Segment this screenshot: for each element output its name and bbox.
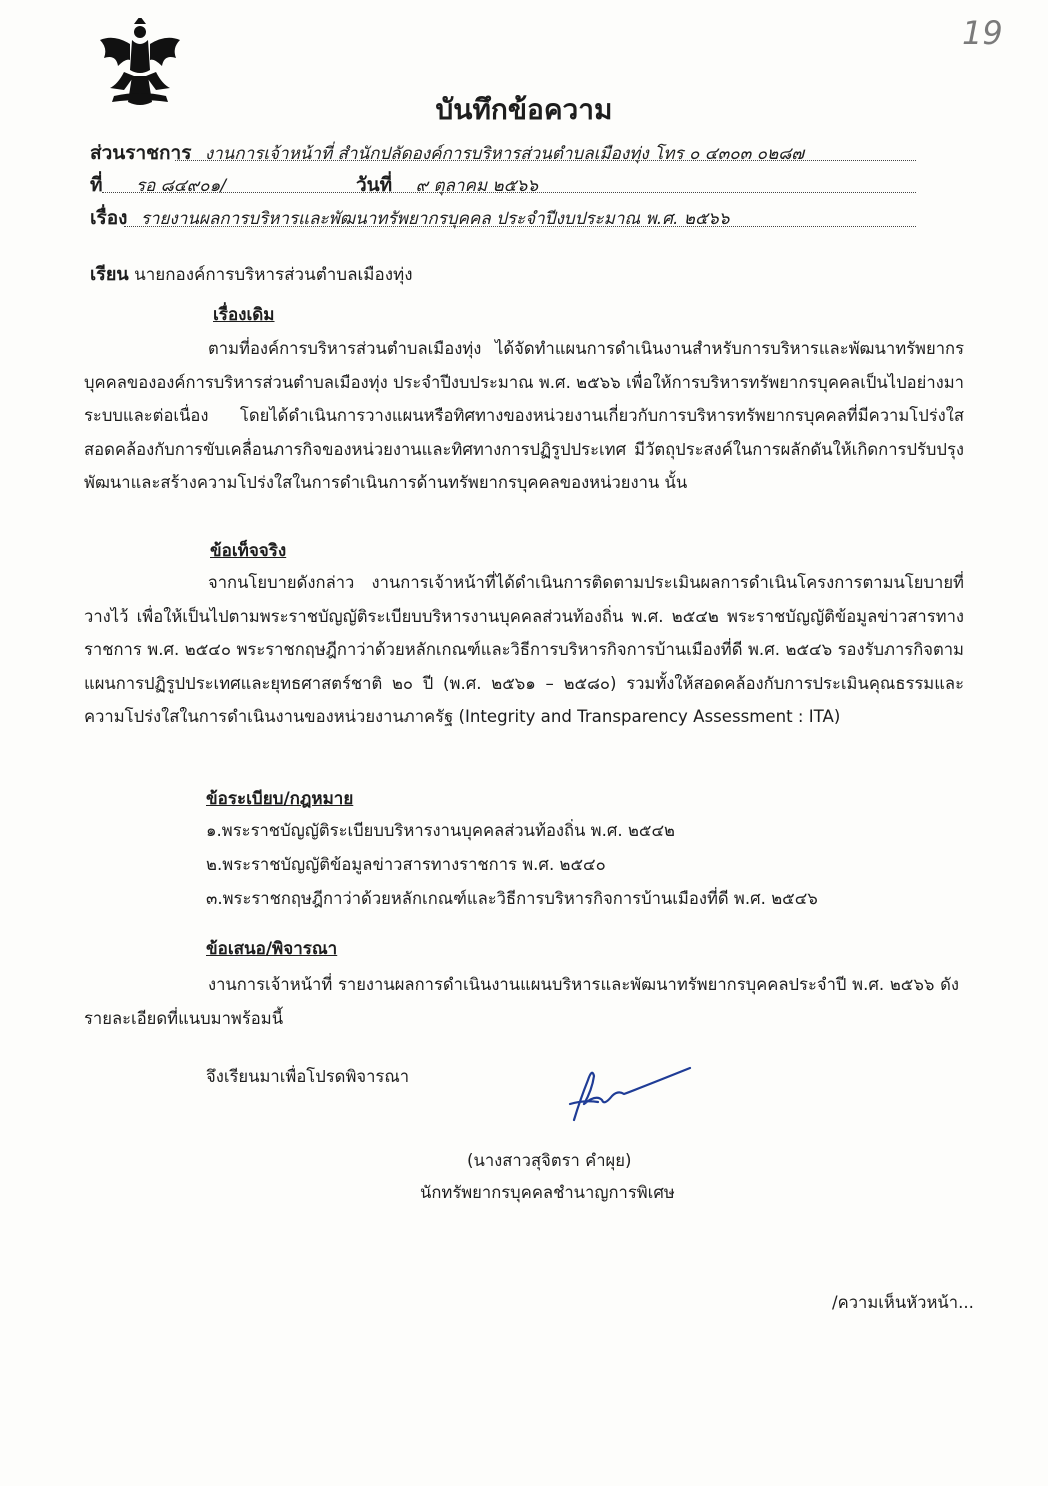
section-heading-proposal: ข้อเสนอ/พิจารณา bbox=[206, 939, 338, 959]
facts-text: จากนโยบายดังกล่าว งานการเจ้าหน้าที่ได้ดำเนินการติดตามประเมินผลการดำเนินโครงการตามนโยบายที่วางไว้ เพื่อให้เป็นไปตามพระราชบัญญัติระเบียบบริหารงานบุคคลส่วนท้องถิ่น พ.ศ. ๒๕๔๒ พระราชบัญญัติข้อมูลข่าวสารทางราชการ พ.ศ. ๒๕๔๐ พระราชกฤษฎีกาว่าด้วยหลักเกณฑ์และวิธีการบริหารกิจการบ้านเมืองที่ดี พ.ศ. ๒๕๔๖ รองรับภารกิจตามแผนการปฏิรูปประเทศและยุทธศาสตร์ชาติ ๒๐ ปี (พ.ศ. ๒๕๖๑ – ๒๕๘๐) รวมทั้งให้สอดคล้องกับการประเมินคุณธรรมและความโปร่งใสในการดำเนินงานของหน่วยงานภาครัฐ (Integrity and Transparency Assessment : ITA) bbox=[84, 573, 964, 726]
proposal-text: งานการเจ้าหน้าที่ รายงานผลการดำเนินงานแผนบริหารและพัฒนาทรัพยากรบุคคลประจำปี พ.ศ. ๒๕๖๖ ดังรายละเอียดที่แนบมาพร้อมนี้ bbox=[84, 975, 959, 1028]
reference-line bbox=[90, 170, 226, 200]
salutation bbox=[90, 259, 413, 288]
signer-position: นักทรัพยากรบุคคลชำนาญการพิเศษ bbox=[420, 1183, 675, 1202]
list-item: ๑.พระราชบัญญัติระเบียบบริหารงานบุคคลส่วนท้องถิ่น พ.ศ. ๒๕๔๒ bbox=[206, 821, 675, 840]
regulations-list bbox=[206, 814, 818, 916]
page-number: 19 bbox=[962, 14, 1003, 52]
date-label: วันที่ bbox=[356, 174, 393, 196]
date-value: ๙ ตุลาคม ๒๕๖๖ bbox=[415, 176, 539, 196]
proposal-paragraph bbox=[84, 968, 959, 1035]
list-item: ๒.พระราชบัญญัติข้อมูลข่าวสารทางราชการ พ.ศ. ๒๕๔๐ bbox=[206, 855, 606, 874]
agency-line bbox=[90, 138, 804, 168]
section-heading-regulations: ข้อระเบียบ/กฎหมาย bbox=[206, 789, 354, 809]
closing-line: จึงเรียนมาเพื่อโปรดพิจารณา bbox=[206, 1067, 410, 1086]
date-line bbox=[356, 170, 538, 200]
background-paragraph bbox=[84, 332, 964, 500]
signer-name: (นางสาวสุจิตรา คำผุย) bbox=[467, 1151, 632, 1170]
subject-line bbox=[90, 203, 729, 233]
salutation-label: เรียน bbox=[90, 264, 129, 285]
agency-value: งานการเจ้าหน้าที่ สำนักปลัดองค์การบริหารส่วนตำบลเมืองทุ่ง โทร ๐ ๔๓๐๓ ๐๒๘๗ bbox=[204, 144, 805, 164]
reference-label: ที่ bbox=[90, 174, 103, 196]
subject-value: รายงานผลการบริหารและพัฒนาทรัพยากรบุคคล ประจำปีงบประมาณ พ.ศ. ๒๕๖๖ bbox=[140, 209, 730, 229]
background-text: ตามที่องค์การบริหารส่วนตำบลเมืองทุ่ง ได้จัดทำแผนการดำเนินงานสำหรับการบริหารและพัฒนาทรัพยากรบุคคลขององค์การบริหารส่วนตำบลเมืองทุ่ง ประจำปีงบประมาณ พ.ศ. ๒๕๖๖ เพื่อให้การบริหารทรัพยากรบุคคลเป็นไปอย่างมาระบบและต่อเนื่อง โดยได้ดำเนินการวางแผนหรือทิศทางของหน่วยงานเกี่ยวกับการบริหารทรัพยากรบุคคลที่มีความโปร่งใส สอดคล้องกับการขับเคลื่อนภารกิจของหน่วยงานและทิศทางการปฏิรูปประเทศ มีวัตถุประสงค์ในการผลักดันให้เกิดการปรับปรุง พัฒนาและสร้างความโปร่งใสในการดำเนินการด้านทรัพยากรบุคคลของหน่วยงาน นั้น bbox=[84, 339, 964, 492]
agency-label: ส่วนราชการ bbox=[90, 142, 192, 164]
page-title: บันทึกข้อความ bbox=[435, 93, 613, 126]
section-heading-background: เรื่องเดิม bbox=[213, 305, 275, 325]
divider bbox=[102, 192, 916, 193]
handwritten-signature-icon bbox=[540, 1060, 700, 1130]
divider bbox=[175, 160, 916, 161]
facts-paragraph bbox=[84, 566, 964, 734]
continued-note: /ความเห็นหัวหน้า... bbox=[832, 1293, 974, 1312]
divider bbox=[124, 226, 916, 227]
subject-label: เรื่อง bbox=[90, 207, 128, 229]
salutation-value: นายกองค์การบริหารส่วนตำบลเมืองทุ่ง bbox=[134, 265, 413, 285]
section-heading-facts: ข้อเท็จจริง bbox=[210, 541, 287, 561]
list-item: ๓.พระราชกฤษฎีกาว่าด้วยหลักเกณฑ์และวิธีการบริหารกิจการบ้านเมืองที่ดี พ.ศ. ๒๕๔๖ bbox=[206, 889, 818, 908]
reference-value: รอ ๘๔๙๐๑/ bbox=[135, 176, 227, 196]
